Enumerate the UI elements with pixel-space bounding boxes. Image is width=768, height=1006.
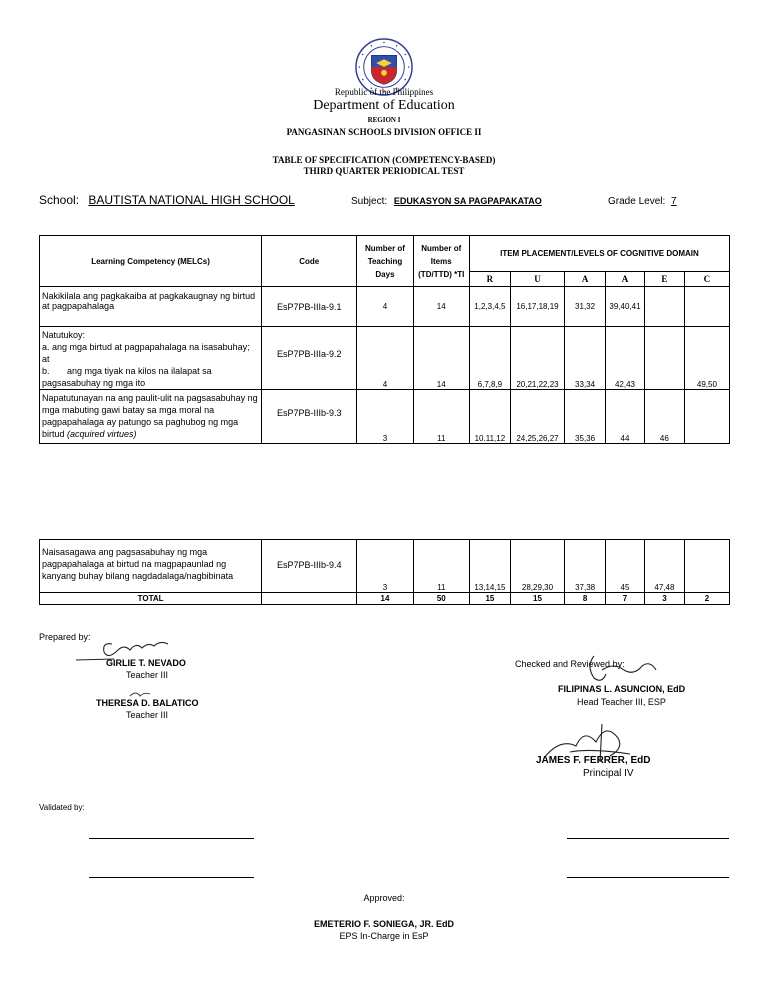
competency-line: Natutukoy: (42, 330, 86, 340)
level-cell: 20,21,22,23 (510, 327, 564, 390)
preparer1-title: Teacher III (126, 670, 169, 680)
school-field (39, 193, 295, 207)
validator-line-1 (89, 838, 254, 839)
level-cell: 1,2,3,4,5 (469, 287, 510, 327)
total-level: 7 (606, 593, 645, 605)
days-cell: 4 (357, 327, 413, 390)
total-level: 3 (644, 593, 684, 605)
header-row (40, 236, 730, 272)
items-cell: 14 (413, 327, 469, 390)
items-cell: 14 (413, 287, 469, 327)
level-cell: 45 (606, 540, 645, 593)
total-days: 14 (357, 593, 413, 605)
code-cell: EsP7PB-IIIa-9.2 (262, 327, 357, 390)
level-cell: 44 (606, 390, 645, 444)
level-cell: 35,36 (565, 390, 606, 444)
header-competency: Learning Competency (MELCs) (40, 236, 262, 287)
level-e: E (644, 272, 684, 287)
competency-cell: Naisasagawa ang pagsasabuhay ng mga pagpapahalaga at birtud na magpapaunlad ng kanyang buhay bilang nagdadalaga/nagbibinata (40, 540, 262, 593)
checker2-name: JAMES F. FERRER, EdD (536, 755, 651, 766)
header-items: Number of Items (TD/TTD) *TI (413, 236, 469, 287)
level-cell: 39,40,41 (606, 287, 645, 327)
competency-text: Napatutunayan na ang paulit-ulit na pagsasabuhay ng mga mabuting gawi batay sa mga moral na pagpapahalaga ay patungo sa paghubog ng mga birtud (42, 393, 258, 439)
code-cell: EsP7PB-IIIa-9.1 (262, 287, 357, 327)
subject-field (351, 196, 542, 207)
grade-field (608, 196, 677, 207)
table-row (40, 390, 730, 444)
grade-value: 7 (671, 196, 677, 207)
level-cell: 13,14,15 (469, 540, 510, 593)
school-label: School: (39, 193, 80, 207)
prepared-label: Prepared by: (39, 632, 91, 642)
document-subtitle: THIRD QUARTER PERIODICAL TEST (303, 166, 465, 176)
checker2-title: Principal IV (583, 768, 634, 779)
competency-cell (40, 390, 262, 444)
validator-line-3 (89, 877, 254, 878)
table-row (40, 327, 730, 390)
approved-label: Approved: (363, 893, 405, 903)
validated-label: Validated by: (39, 803, 85, 812)
level-a2: A (606, 272, 645, 287)
days-cell: 3 (357, 390, 413, 444)
level-cell: 28,29,30 (510, 540, 564, 593)
competency-italic: (acquired virtues) (67, 429, 137, 439)
level-cell: 47,48 (644, 540, 684, 593)
tos-table (39, 235, 730, 444)
level-cell: 42,43 (606, 327, 645, 390)
preparer2-title: Teacher III (126, 710, 169, 720)
republic-line: Republic of the Philippines (334, 87, 434, 97)
total-row (40, 593, 730, 605)
checker1-title: Head Teacher III, ESP (577, 697, 666, 707)
level-r: R (469, 272, 510, 287)
grade-label: Grade Level: (608, 196, 666, 207)
level-cell: 33,34 (565, 327, 606, 390)
competency-line: b. ang mga tiyak na kilos na ilalapat sa pagsasabuhay ng mga ito (42, 366, 215, 388)
level-cell: 24,25,26,27 (510, 390, 564, 444)
level-a1: A (565, 272, 606, 287)
region-line: REGION I (367, 116, 401, 124)
total-level: 8 (565, 593, 606, 605)
total-level: 15 (469, 593, 510, 605)
asuncion-signature-icon (584, 648, 664, 688)
level-cell (684, 540, 729, 593)
tos-table-continued (39, 539, 730, 605)
level-u: U (510, 272, 564, 287)
level-cell (684, 287, 729, 327)
subject-label: Subject: (351, 196, 388, 207)
competency-cell (40, 327, 262, 390)
school-value: BAUTISTA NATIONAL HIGH SCHOOL (88, 193, 295, 207)
level-cell: 46 (644, 390, 684, 444)
subject-value: EDUKASYON SA PAGPAPAKATAO (393, 196, 542, 206)
header-code: Code (262, 236, 357, 287)
approver-title: EPS In-Charge in EsP (339, 931, 429, 941)
document-title: TABLE OF SPECIFICATION (COMPETENCY-BASED) (272, 155, 496, 165)
code-cell: EsP7PB-IIIb-9.4 (262, 540, 357, 593)
checked-label: Checked and Reviewed by: (515, 659, 625, 669)
table-row (40, 540, 730, 593)
days-cell: 3 (357, 540, 413, 593)
header-days: Number of Teaching Days (357, 236, 413, 287)
level-cell (644, 327, 684, 390)
level-cell (644, 287, 684, 327)
level-cell (684, 390, 729, 444)
preparer1-name: GIRLIE T. NEVADO (106, 658, 186, 668)
validator-line-2 (567, 838, 729, 839)
checker1-name: FILIPINAS L. ASUNCION, EdD (558, 684, 686, 694)
total-label: TOTAL (40, 593, 262, 605)
level-c: C (684, 272, 729, 287)
competency-line: a. ang mga birtud at pagpapahalaga na isasabuhay; at (42, 342, 250, 364)
level-cell: 49,50 (684, 327, 729, 390)
competency-cell: Nakikilala ang pagkakaiba at pagkakaugnay ng birtud at pagpapahalaga (40, 287, 262, 327)
table-row (40, 287, 730, 327)
level-cell: 10.11,12 (469, 390, 510, 444)
days-cell: 4 (357, 287, 413, 327)
level-cell: 31,32 (565, 287, 606, 327)
approver-name: EMETERIO F. SONIEGA, JR. EdD (313, 919, 455, 929)
header-placement: ITEM PLACEMENT/LEVELS OF COGNITIVE DOMAIN (469, 236, 729, 272)
level-cell: 37,38 (565, 540, 606, 593)
total-level: 2 (684, 593, 729, 605)
items-cell: 11 (413, 540, 469, 593)
items-cell: 11 (413, 390, 469, 444)
division-line: PANGASINAN SCHOOLS DIVISION OFFICE II (286, 127, 482, 137)
total-level: 15 (510, 593, 564, 605)
validator-line-4 (567, 877, 729, 878)
preparer2-name: THERESA D. BALATICO (96, 698, 199, 708)
level-cell: 6,7,8,9 (469, 327, 510, 390)
total-items: 50 (413, 593, 469, 605)
department-title: Department of Education (313, 98, 455, 113)
code-cell: EsP7PB-IIIb-9.3 (262, 390, 357, 444)
level-cell: 16,17,18,19 (510, 287, 564, 327)
total-code-cell (262, 593, 357, 605)
